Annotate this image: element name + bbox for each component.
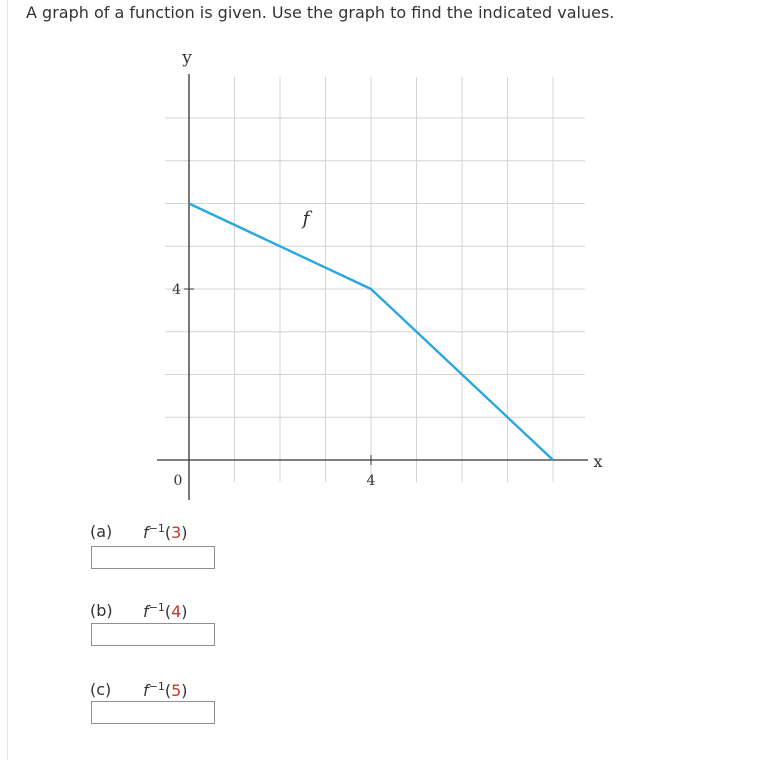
grid-lines	[165, 77, 585, 482]
x-tick-label: 4	[366, 473, 376, 489]
x-axis-label: x	[593, 452, 603, 471]
inverse-exponent: −1	[148, 522, 165, 535]
close-paren: )	[181, 523, 188, 542]
question-b-label: (b)	[90, 601, 113, 620]
question-a-label: (a)	[90, 522, 113, 541]
close-paren: )	[181, 681, 188, 700]
open-paren: (	[164, 523, 172, 542]
question-b-expression	[143, 601, 188, 621]
axes	[157, 74, 588, 500]
argument-value: 4	[171, 602, 182, 621]
open-paren: (	[164, 602, 172, 621]
argument-value: 5	[171, 681, 182, 700]
answer-c-input[interactable]	[91, 701, 215, 724]
answer-a-input[interactable]	[91, 546, 215, 569]
y-axis-label: y	[182, 48, 192, 68]
answer-b-input[interactable]	[91, 623, 215, 646]
question-c-expression	[143, 680, 188, 700]
x-tick-label: 0	[173, 473, 183, 489]
inverse-exponent: −1	[148, 601, 165, 614]
function-name: f	[143, 681, 149, 700]
open-paren: (	[164, 681, 172, 700]
close-paren: )	[181, 602, 188, 621]
question-prompt: A graph of a function is given. Use the graph to find the indicated values.	[26, 3, 615, 22]
axis-ticks	[172, 282, 375, 489]
inverse-exponent: −1	[148, 680, 165, 693]
y-tick-label: 4	[172, 282, 181, 298]
question-a-expression	[143, 522, 188, 542]
function-name: f	[143, 602, 149, 621]
series-label-f: f	[302, 207, 310, 230]
axis-labels	[181, 48, 602, 471]
function-name: f	[143, 523, 149, 542]
question-c-label: (c)	[90, 680, 112, 699]
argument-value: 3	[171, 523, 182, 542]
